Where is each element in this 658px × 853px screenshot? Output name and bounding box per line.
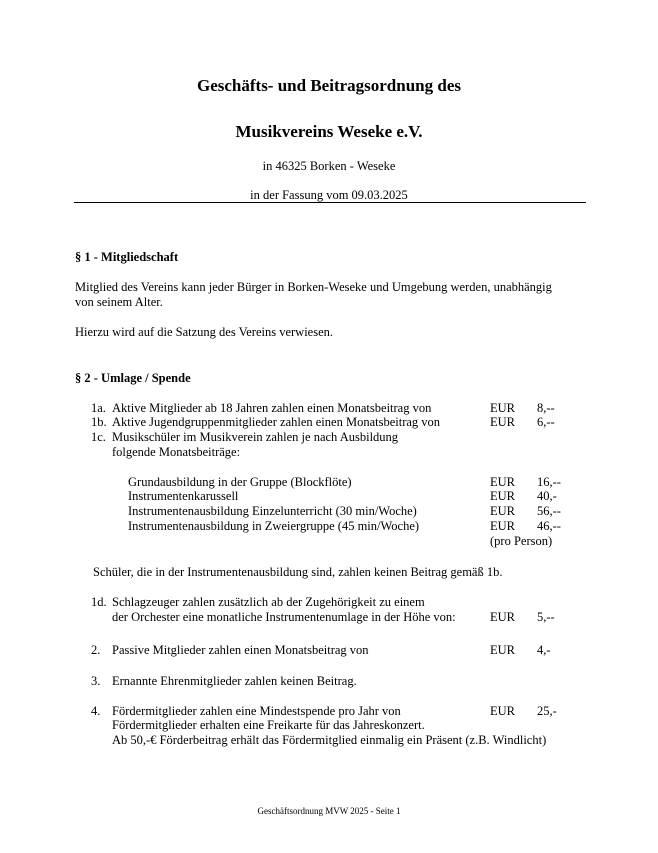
location-line: in 46325 Borken - Weseke <box>262 159 396 173</box>
item-4-currency: EUR <box>490 704 515 718</box>
item-1d-currency: EUR <box>490 610 515 624</box>
item-1d-text: Schlagzeuger zahlen zusätzlich ab der Zugehörigkeit zu einem <box>112 595 425 609</box>
fee-currency: EUR <box>490 504 515 518</box>
fee-amount: 40,- <box>537 489 557 503</box>
item-2-currency: EUR <box>490 643 515 657</box>
fee-label: Instrumentenausbildung in Zweiergruppe (45 min/Woche) <box>128 519 420 533</box>
fee-amount: 56,-- <box>537 504 561 518</box>
item-4-number: 4. <box>91 704 101 718</box>
item-3-number: 3. <box>91 674 101 688</box>
s1-paragraph-line-2: von seinem Alter. <box>75 295 163 309</box>
section-1-heading: § 1 - Mitgliedschaft <box>75 250 179 264</box>
fee-currency: EUR <box>490 519 515 533</box>
page-footer: Geschäftsordnung MVW 2025 - Seite 1 <box>257 806 401 816</box>
version-line: in der Fassung vom 09.03.2025 <box>250 188 408 202</box>
fee-label: Instrumentenkarussell <box>128 489 239 503</box>
item-4-text: Fördermitglieder zahlen eine Mindestspende pro Jahr von <box>112 704 401 718</box>
item-2-text: Passive Mitglieder zahlen einen Monatsbeitrag von <box>112 643 369 657</box>
fee-amount: 16,-- <box>537 475 561 489</box>
item-1a-text: Aktive Mitglieder ab 18 Jahren zahlen einen Monatsbeitrag von <box>112 401 432 415</box>
fee-amount: 46,-- <box>537 519 561 533</box>
item-1b-text: Aktive Jugendgruppenmitglieder zahlen einen Monatsbeitrag von <box>112 415 441 429</box>
item-1d-amount: 5,-- <box>537 610 555 624</box>
item-4-text-3: Ab 50,-€ Förderbeitrag erhält das Fördermitglied einmalig ein Präsent (z.B. Windlicht) <box>112 733 547 747</box>
item-1b-number: 1b. <box>91 415 107 429</box>
fee-label: Instrumentenausbildung Einzelunterricht (30 min/Woche) <box>128 504 417 518</box>
student-note: Schüler, die in der Instrumentenausbildung sind, zahlen keinen Beitrag gemäß 1b. <box>93 565 503 579</box>
item-2-number: 2. <box>91 643 101 657</box>
section-2-heading: § 2 - Umlage / Spende <box>75 371 191 385</box>
item-1c-text-2: folgende Monatsbeiträge: <box>112 445 241 459</box>
title-line-2: Musikvereins Weseke e.V. <box>235 122 423 141</box>
item-1d-text-2: der Orchester eine monatliche Instrumentenumlage in der Höhe von: <box>112 610 456 624</box>
s1-paragraph-2: Hierzu wird auf die Satzung des Vereins verwiesen. <box>75 325 334 339</box>
item-1c-number: 1c. <box>91 430 106 444</box>
item-4-amount: 25,- <box>537 704 557 718</box>
item-1a-amount: 8,-- <box>537 401 555 415</box>
item-1a-number: 1a. <box>91 401 106 415</box>
item-1a-currency: EUR <box>490 401 515 415</box>
s1-paragraph-line-1: Mitglied des Vereins kann jeder Bürger in Borken-Weseke und Umgebung werden, unabhängig <box>75 280 552 294</box>
item-2-amount: 4,- <box>537 643 551 657</box>
item-4-text-2: Fördermitglieder erhalten eine Freikarte für das Jahreskonzert. <box>112 718 425 732</box>
title-line-1: Geschäfts- und Beitragsordnung des <box>196 76 461 95</box>
item-3-text: Ernannte Ehrenmitglieder zahlen keinen Beitrag. <box>112 674 357 688</box>
item-1d-number: 1d. <box>91 595 107 609</box>
fee-label: Grundausbildung in der Gruppe (Blockflöte) <box>128 475 352 489</box>
fee-currency: EUR <box>490 475 515 489</box>
fee-currency: EUR <box>490 489 515 503</box>
per-person-note: (pro Person) <box>490 534 553 548</box>
item-1c-text: Musikschüler im Musikverein zahlen je nach Ausbildung <box>112 430 399 444</box>
item-1b-amount: 6,-- <box>537 415 555 429</box>
header-divider <box>74 202 586 203</box>
item-1b-currency: EUR <box>490 415 515 429</box>
